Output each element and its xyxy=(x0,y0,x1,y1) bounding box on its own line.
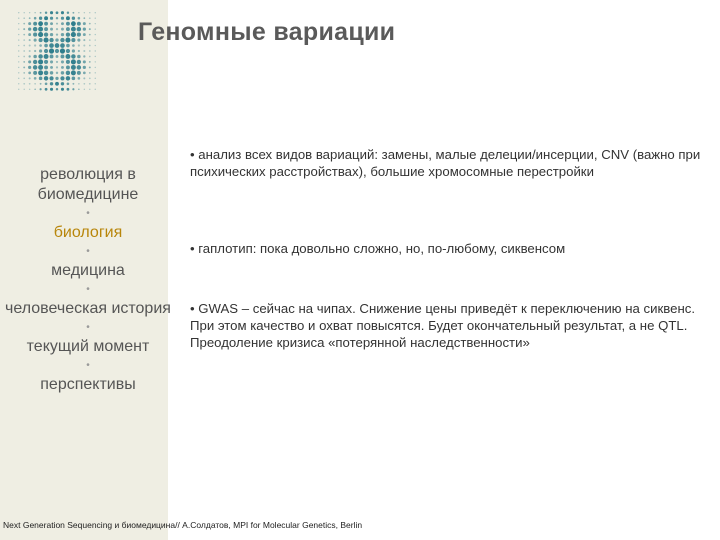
logo-dot xyxy=(66,71,70,75)
logo-dot xyxy=(60,48,65,53)
logo-dot xyxy=(23,72,25,74)
logo-dot xyxy=(66,65,70,69)
logo-dot xyxy=(39,49,42,52)
logo-dot xyxy=(89,23,91,25)
logo-dot xyxy=(61,88,64,91)
logo-dot xyxy=(23,66,25,68)
nav-item-biology[interactable]: биология xyxy=(53,224,123,241)
logo-dot xyxy=(18,50,19,51)
logo-dot xyxy=(18,83,19,84)
logo-dot xyxy=(34,17,37,20)
logo-dot xyxy=(89,50,91,52)
logo-dot xyxy=(89,45,91,47)
logo-dot xyxy=(72,44,75,47)
logo-dot xyxy=(78,17,81,20)
logo-dot xyxy=(33,55,37,59)
logo-dot xyxy=(65,38,70,43)
logo-dot xyxy=(95,67,96,68)
logo-dot xyxy=(40,12,42,14)
logo-dot xyxy=(66,49,70,53)
logo-dot xyxy=(83,22,86,25)
logo-dot xyxy=(83,33,86,36)
bullet-gwas: • GWAS – сейчас на чипах. Снижение цены приведёт к переключению на сиквенс. При этом качество и охват повысятся. Будет окончательный результат, а не QTL. Преодоление кризиса «потерянной наследственности» xyxy=(190,301,695,350)
logo-dot xyxy=(38,21,43,26)
dna-helix-grid-icon xyxy=(16,10,98,92)
logo-dot xyxy=(33,60,37,64)
logo-dot xyxy=(61,33,64,36)
logo-dot xyxy=(33,27,38,32)
logo-dot xyxy=(44,16,48,20)
logo-dot xyxy=(44,32,48,36)
logo-dot xyxy=(28,72,31,75)
logo-dot xyxy=(18,23,19,24)
logo-dot xyxy=(65,54,70,59)
logo-dot xyxy=(95,56,96,57)
logo-dot xyxy=(84,12,85,13)
logo-dot xyxy=(95,83,96,84)
logo-dot xyxy=(23,83,25,85)
logo-dot xyxy=(50,17,53,20)
logo-dot xyxy=(77,60,81,64)
logo-dot xyxy=(18,18,19,19)
logo-dot xyxy=(61,11,64,14)
logo-dot xyxy=(18,12,19,13)
logo-dot xyxy=(28,33,31,36)
logo-dot xyxy=(66,22,70,26)
logo-dot xyxy=(18,67,19,68)
logo-dot xyxy=(95,18,96,19)
logo-dot xyxy=(55,77,58,80)
logo-dot xyxy=(95,45,96,46)
logo-dot xyxy=(60,43,65,48)
logo-dot xyxy=(23,61,25,63)
footer-citation: Next Generation Sequencing и биомедицина// А.Солдатов, MPI for Molecular Genetics, Berlin xyxy=(3,520,363,530)
logo-dot xyxy=(71,54,76,59)
logo-dot xyxy=(72,17,75,20)
nav-item-medicine[interactable]: медицина xyxy=(51,262,125,279)
logo-dot xyxy=(89,89,90,90)
logo-dot xyxy=(95,72,96,73)
logo-dot xyxy=(89,77,91,79)
logo-dot xyxy=(66,60,70,64)
logo-dot xyxy=(29,12,30,13)
logo-dot xyxy=(95,34,96,35)
logo-dot xyxy=(33,33,37,37)
logo-dot xyxy=(39,77,43,81)
logo-dot xyxy=(24,12,25,13)
nav-separator: • xyxy=(86,322,90,333)
logo-dot xyxy=(33,65,37,69)
nav-separator: • xyxy=(86,360,90,371)
logo-dot xyxy=(77,65,81,69)
logo-dot xyxy=(18,39,19,40)
logo-dot xyxy=(89,28,91,30)
logo-dot xyxy=(50,66,53,69)
logo-dot xyxy=(71,65,76,70)
logo-dot xyxy=(89,72,91,74)
logo-dot xyxy=(83,39,85,41)
logo-dot xyxy=(50,88,53,91)
logo-dot xyxy=(23,39,25,41)
logo-dot xyxy=(56,23,58,25)
logo-dot xyxy=(23,77,25,79)
logo-dot xyxy=(39,44,42,47)
logo-dot xyxy=(56,88,58,90)
nav-separator: • xyxy=(86,208,90,219)
logo-dot xyxy=(71,59,76,64)
logo-dot xyxy=(78,88,80,90)
logo-dot xyxy=(29,39,31,41)
logo-dot xyxy=(50,11,53,14)
logo-dot xyxy=(78,12,79,13)
logo-dot xyxy=(77,55,81,59)
logo-dot xyxy=(29,45,31,47)
slide-title: Геномные вариации xyxy=(138,18,396,46)
logo-dot xyxy=(28,22,31,25)
nav-item-revolution[interactable]: революция в биомедицине xyxy=(37,166,139,203)
logo-dot xyxy=(66,27,70,31)
logo-dot xyxy=(95,12,96,13)
logo-dot xyxy=(45,11,47,13)
logo-dot xyxy=(44,60,48,64)
logo-dot xyxy=(72,83,74,85)
logo-dot xyxy=(56,11,59,14)
logo-dot xyxy=(83,77,85,79)
logo-dot xyxy=(71,38,75,42)
logo-dot xyxy=(61,60,64,63)
logo-dot xyxy=(28,66,31,69)
logo-dot xyxy=(55,82,59,86)
logo-dot xyxy=(66,44,70,48)
sidebar-nav xyxy=(0,165,176,395)
logo-dot xyxy=(29,77,31,79)
nav-item-perspectives[interactable]: перспективы xyxy=(40,376,136,393)
logo-dot xyxy=(66,76,70,80)
logo-dot xyxy=(50,33,53,36)
logo-dot xyxy=(23,56,25,58)
logo-dot xyxy=(34,77,37,80)
logo-dot xyxy=(71,32,76,37)
logo-dot xyxy=(28,28,31,31)
logo-dot xyxy=(72,49,75,52)
logo-dot xyxy=(83,72,86,75)
logo-dot xyxy=(60,38,64,42)
logo-dot xyxy=(39,17,42,20)
logo-dot xyxy=(34,50,36,52)
logo-dot xyxy=(49,48,54,53)
logo-dot xyxy=(44,27,48,31)
logo-dot xyxy=(89,17,91,19)
logo-dot xyxy=(61,82,64,85)
logo-dot xyxy=(77,22,81,26)
logo-dot xyxy=(29,83,31,85)
logo-dot xyxy=(34,88,36,90)
logo-dot xyxy=(83,17,85,19)
logo-dot xyxy=(56,17,58,19)
logo-dot xyxy=(29,89,30,90)
logo-dot xyxy=(77,33,81,37)
logo-dot xyxy=(56,28,58,30)
nav-separator: • xyxy=(86,284,90,295)
logo-dot xyxy=(72,88,74,90)
logo-dot xyxy=(50,22,53,25)
logo-dot xyxy=(83,60,86,63)
logo-dot xyxy=(78,50,80,52)
logo-dot xyxy=(66,32,70,36)
logo-dot xyxy=(18,72,19,73)
logo-dot xyxy=(34,83,36,85)
logo-dot xyxy=(28,60,31,63)
logo-dot xyxy=(18,61,19,62)
logo-dot xyxy=(50,60,53,63)
logo-dot xyxy=(23,17,25,19)
logo-dot xyxy=(77,71,81,75)
logo-dot xyxy=(67,88,70,91)
logo-dot xyxy=(89,39,91,41)
logo-dot xyxy=(18,45,19,46)
logo-dot xyxy=(95,50,96,51)
logo-dot xyxy=(55,49,59,53)
logo-dot xyxy=(38,32,43,37)
logo-dot xyxy=(40,88,42,90)
logo-dot xyxy=(89,12,90,13)
logo-dot xyxy=(89,83,91,85)
bullet-haplotype: • гаплотип: пока довольно сложно, но, по-любому, сиквенсом xyxy=(190,241,566,256)
logo-dot xyxy=(83,83,85,85)
logo-dot xyxy=(84,89,85,90)
logo-dot xyxy=(29,55,31,57)
logo-dot xyxy=(71,21,76,26)
logo-dot xyxy=(23,45,25,47)
logo-dot xyxy=(72,77,76,81)
logo-dot xyxy=(18,56,19,57)
logo-dot xyxy=(44,38,49,43)
logo-dot xyxy=(34,44,36,46)
logo-dot xyxy=(49,43,54,48)
logo-dot xyxy=(71,27,76,32)
logo-dot xyxy=(56,72,58,74)
logo-dot xyxy=(38,59,43,64)
logo-dot xyxy=(18,89,19,90)
nav-item-current-moment[interactable]: текущий момент xyxy=(26,338,150,355)
logo-dot xyxy=(33,71,37,75)
logo-dot xyxy=(18,28,19,29)
logo-dot xyxy=(55,38,58,41)
logo-dot xyxy=(61,55,65,59)
logo-dot xyxy=(95,23,96,24)
logo-dot xyxy=(72,12,74,14)
logo-dot xyxy=(38,70,43,75)
logo-dot xyxy=(38,54,43,59)
logo-dot xyxy=(33,22,37,26)
logo-dot xyxy=(77,39,80,42)
logo-dot xyxy=(49,38,53,42)
logo-dot xyxy=(67,82,70,85)
logo-dot xyxy=(23,34,25,36)
logo-dot xyxy=(56,55,59,58)
logo-dot xyxy=(50,55,54,59)
logo-dot xyxy=(83,50,85,52)
logo-dot xyxy=(89,34,91,36)
logo-dot xyxy=(44,54,49,59)
logo-dot xyxy=(83,66,86,69)
logo-dot xyxy=(29,17,31,19)
logo-dot xyxy=(18,34,19,35)
logo-dot xyxy=(44,65,48,69)
logo-dot xyxy=(49,76,53,80)
logo-dot xyxy=(83,45,85,47)
logo-dot xyxy=(61,28,64,31)
logo-dot xyxy=(78,83,80,85)
logo-dot xyxy=(40,83,42,85)
logo-dot xyxy=(56,33,58,35)
logo-dot xyxy=(89,56,91,58)
logo-dot xyxy=(95,61,96,62)
logo-dot xyxy=(78,77,81,80)
nav-separator: • xyxy=(86,246,90,257)
logo-dot xyxy=(89,61,91,63)
logo-dot xyxy=(56,61,58,63)
logo-dot xyxy=(95,78,96,79)
logo-dot xyxy=(83,28,86,31)
logo-dot xyxy=(61,71,64,74)
logo-dot xyxy=(67,11,69,13)
logo-dot xyxy=(44,22,48,26)
logo-dot xyxy=(61,66,64,69)
logo-dot xyxy=(77,27,82,32)
logo-dot xyxy=(29,50,31,52)
logo-dot xyxy=(61,22,64,25)
logo-dot xyxy=(38,65,43,70)
logo-dot xyxy=(44,44,48,48)
logo-dot xyxy=(34,39,37,42)
logo-dot xyxy=(50,82,53,85)
logo-dot xyxy=(56,66,58,68)
logo-dot xyxy=(89,66,91,68)
logo-dot xyxy=(38,27,43,32)
logo-dot xyxy=(83,55,85,57)
logo-dot xyxy=(45,82,48,85)
logo-dot xyxy=(23,28,25,30)
logo-dot xyxy=(44,71,48,75)
logo-dot xyxy=(34,12,35,13)
logo-dot xyxy=(95,39,96,40)
logo-dot xyxy=(18,78,19,79)
logo-dot xyxy=(50,71,53,74)
logo-dot xyxy=(23,23,25,25)
logo-dot xyxy=(23,50,25,52)
logo-dot xyxy=(95,28,96,29)
logo-dot xyxy=(66,16,70,20)
nav-item-human-history[interactable]: человеческая история xyxy=(5,300,171,317)
logo-dot xyxy=(61,17,64,20)
logo-dot xyxy=(44,76,48,80)
bullet-variation-analysis: • анализ всех видов вариаций: замены, малые делеции/инсерции, CNV (важно при психических расстройствах), большие хромосомные перестройки xyxy=(190,147,701,179)
logo-dot xyxy=(95,89,96,90)
logo-dot xyxy=(78,44,80,46)
logo-dot xyxy=(55,43,60,48)
logo-dot xyxy=(50,28,53,31)
logo-dot xyxy=(60,76,64,80)
logo-dot xyxy=(44,49,48,53)
logo-dot xyxy=(71,70,76,75)
logo-dot xyxy=(39,38,43,42)
logo-dot xyxy=(45,88,48,91)
logo-dot xyxy=(24,89,25,90)
